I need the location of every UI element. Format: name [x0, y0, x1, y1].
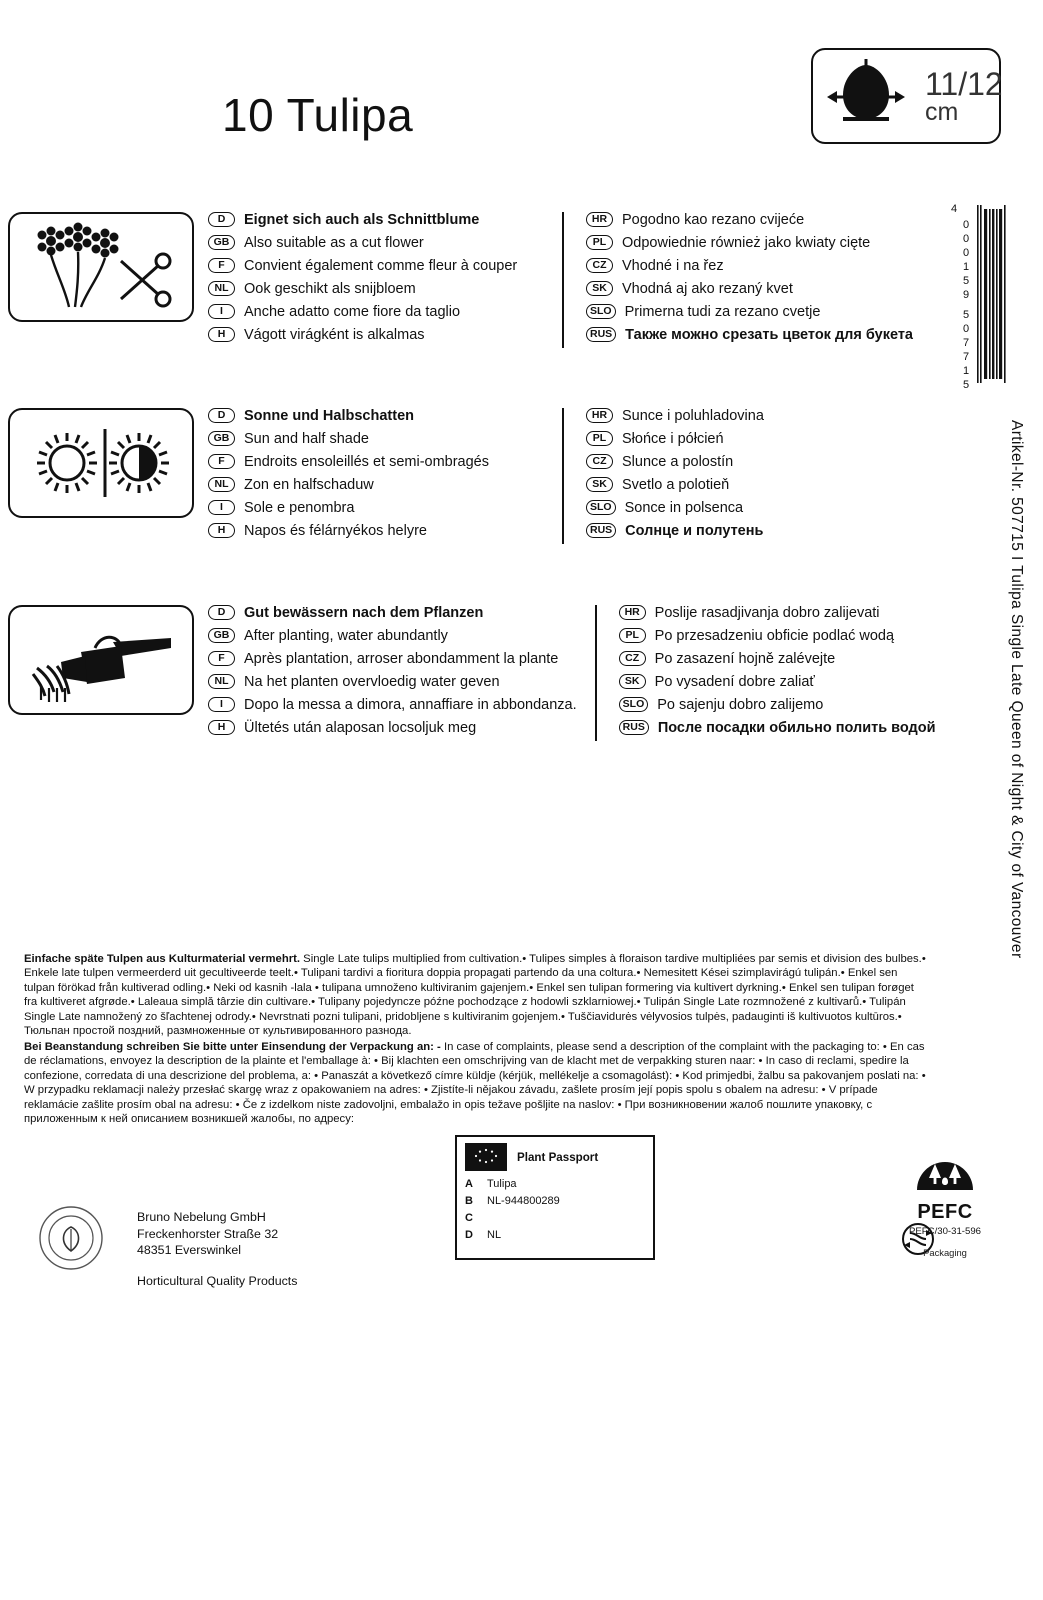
- lang-text: Po sajenju dobro zalijemo: [657, 697, 824, 713]
- pefc-trees-icon: [911, 1183, 979, 1200]
- lang-tag: PL: [586, 235, 613, 250]
- plant-passport-row: [465, 1178, 645, 1195]
- plant-passport-row: [465, 1212, 645, 1229]
- fineprint-cultivation: [24, 952, 929, 1039]
- lang-tag: HR: [586, 212, 613, 227]
- plant-passport-title: Plant Passport: [517, 1150, 599, 1164]
- lang-text: Odpowiednie również jako kwiaty cięte: [622, 235, 871, 251]
- lang-row: [208, 408, 544, 429]
- fineprint-complaints-lead: Bei Beanstandung schreiben Sie bitte unter Einsendung der Verpackung an: -: [24, 1041, 441, 1053]
- lang-tag: RUS: [586, 523, 616, 538]
- barcode-digit: 9: [963, 289, 970, 301]
- lang-tag: D: [208, 408, 235, 423]
- cut-flower-icon: [8, 212, 194, 322]
- lang-tag: SLO: [619, 697, 649, 712]
- eu-flag-icon: [465, 1143, 507, 1171]
- lang-row: [619, 651, 936, 672]
- lang-tag: SK: [619, 674, 646, 689]
- barcode-digit: 1: [963, 261, 970, 273]
- plant-passport-key: A: [465, 1178, 473, 1190]
- pefc-code: PEFC/30-31-596: [909, 1226, 981, 1237]
- lang-text: Après plantation, arroser abondamment la plante: [244, 651, 559, 667]
- lang-row: [208, 454, 544, 475]
- barcode-digit: 5: [963, 309, 970, 321]
- lang-row: [208, 720, 577, 741]
- lang-text: Po vysadení dobre zaliať: [654, 674, 815, 690]
- lang-tag: D: [208, 605, 235, 620]
- article-side-text: Artikel-Nr. 507715 I Tulipa Single Late Queen of Night & City of Vancouver: [1008, 420, 1025, 959]
- lang-text: Endroits ensoleillés et semi-ombragés: [244, 454, 489, 470]
- lang-row: [208, 304, 544, 325]
- lang-text: Vágott virágként is alkalmas: [244, 327, 425, 343]
- barcode-digit: 4: [951, 203, 958, 215]
- lang-text: Eignet sich auch als Schnittblume: [244, 212, 480, 228]
- lang-text: Svetlo a polotieň: [622, 477, 730, 493]
- lang-row: [208, 605, 577, 626]
- lang-text: Также можно срезать цветок для букета: [625, 327, 913, 343]
- lang-row: [619, 720, 936, 741]
- lang-text: После посадки обильно полить водой: [657, 720, 936, 736]
- lang-tag: D: [208, 212, 235, 227]
- lang-text: Sole e penombra: [244, 500, 355, 516]
- lang-text: Gut bewässern nach dem Pflanzen: [244, 605, 484, 621]
- bulb-size-badge: [811, 48, 1001, 144]
- lang-row: [208, 500, 544, 521]
- lang-list-left: [208, 212, 544, 348]
- lang-tag: HR: [619, 605, 646, 620]
- lang-text: Sunce i poluhladovina: [622, 408, 764, 424]
- barcode-digit: 5: [963, 275, 970, 287]
- lang-text: Primerna tudi za rezano cvetje: [624, 304, 821, 320]
- barcode-digit: 1: [963, 365, 970, 377]
- lang-text: Vhodná aj ako rezaný kvet: [622, 281, 793, 297]
- lang-tag: F: [208, 454, 235, 469]
- plant-passport-row: [465, 1195, 645, 1212]
- lang-row: [586, 281, 913, 302]
- lang-tag: CZ: [619, 651, 646, 666]
- lang-row: [208, 212, 544, 233]
- lang-row: [208, 235, 544, 256]
- lang-row: [586, 500, 764, 521]
- lang-row: [586, 477, 764, 498]
- lang-text: Pogodno kao rezano cvijeće: [622, 212, 805, 228]
- lang-text: Ook geschikt als snijbloem: [244, 281, 416, 297]
- plant-passport-key: D: [465, 1229, 473, 1241]
- company-city: 48351 Everswinkel: [137, 1243, 242, 1257]
- lang-text: Poslije rasadjivanja dobro zalijevati: [654, 605, 880, 621]
- lang-list-right: [562, 408, 764, 544]
- lang-text: Napos és félárnyékos helyre: [244, 523, 427, 539]
- lang-tag: NL: [208, 281, 235, 296]
- barcode: [951, 203, 1007, 391]
- lang-row: [586, 431, 764, 452]
- lang-text: Zon en halfschaduw: [244, 477, 374, 493]
- lang-tag: GB: [208, 628, 235, 643]
- barcode-digit: 0: [963, 247, 970, 259]
- pefc-block: [893, 1152, 997, 1258]
- lang-tag: GB: [208, 235, 235, 250]
- lang-text: Солнце и полутень: [625, 523, 764, 539]
- lang-list-left: [208, 408, 544, 544]
- lang-text: Słońce i półcień: [622, 431, 724, 447]
- lang-tag: F: [208, 258, 235, 273]
- lang-row: [208, 651, 577, 672]
- lang-tag: CZ: [586, 258, 613, 273]
- lang-text: Anche adatto come fiore da taglio: [244, 304, 461, 320]
- lang-tag: RUS: [586, 327, 616, 342]
- lang-text: Po zasazení hojně zalévejte: [654, 651, 836, 667]
- lang-tag: H: [208, 523, 235, 538]
- barcode-digit: 0: [963, 233, 970, 245]
- lang-tag: NL: [208, 674, 235, 689]
- barcode-digit: 7: [963, 351, 970, 363]
- lang-row: [586, 235, 913, 256]
- plant-passport-value: NL-944800289: [487, 1195, 560, 1207]
- lang-text: Sun and half shade: [244, 431, 369, 447]
- sun-half-shade-icon: [8, 408, 194, 518]
- lang-list-left: [208, 605, 577, 741]
- plant-passport-key: C: [465, 1212, 473, 1224]
- lang-row: [586, 304, 913, 325]
- lang-row: [208, 697, 577, 718]
- lang-list-right: [562, 212, 913, 348]
- lang-text: After planting, water abundantly: [244, 628, 448, 644]
- plant-passport-value: NL: [487, 1229, 502, 1241]
- lang-text: Also suitable as a cut flower: [244, 235, 424, 251]
- lang-tag: SLO: [586, 500, 616, 515]
- bulb-width-icon: [823, 57, 909, 135]
- barcode-digit: 7: [963, 337, 970, 349]
- lang-tag: H: [208, 720, 235, 735]
- lang-row: [208, 281, 544, 302]
- lang-tag: PL: [586, 431, 613, 446]
- lang-tag: I: [208, 500, 235, 515]
- lang-text: Sonce in polsenca: [624, 500, 744, 516]
- lang-tag: PL: [619, 628, 646, 643]
- lang-text: Po przesadzeniu obficie podlać wodą: [654, 628, 895, 644]
- pefc-name: PEFC: [917, 1201, 973, 1223]
- lang-row: [586, 327, 913, 348]
- lang-tag: H: [208, 327, 235, 342]
- lang-row: [208, 674, 577, 695]
- sustainable-supplier-seal: [38, 1205, 104, 1271]
- fineprint-cultivation-lead: Einfache späte Tulpen aus Kulturmaterial vermehrt.: [24, 953, 301, 965]
- lang-tag: CZ: [586, 454, 613, 469]
- lang-tag: SK: [586, 281, 613, 296]
- plant-passport-row: [465, 1229, 645, 1246]
- lang-text: Dopo la messa a dimora, annaffiare in abbondanza.: [244, 697, 577, 713]
- lang-tag: I: [208, 304, 235, 319]
- page-title: 10 Tulipa: [222, 89, 414, 141]
- company-tagline: Horticultural Quality Products: [137, 1273, 298, 1288]
- fineprint-complaints: [24, 1040, 929, 1127]
- lang-tag: I: [208, 697, 235, 712]
- lang-row: [208, 477, 544, 498]
- plant-passport-value: Tulipa: [487, 1178, 517, 1190]
- lang-row: [586, 212, 913, 233]
- lang-row: [208, 523, 544, 544]
- lang-row: [619, 697, 936, 718]
- fineprint-complaints-body: In case of complaints, please send a description of the complaint with the packaging to: • En cas de réclamations, envoyez la description de la plainte et l'emballage à: • Bij klachten een omschrijving van de klacht met de verpakking sturen naar: • In caso di reclami, spedire la confezione, corredata di una descrizione del problema, a: • Panaszát a következő címre küldje (kérjük, mellékelje a csomagolást): • Kod primjedbi, žalbu sa pakovanjem poslati na: • W przypadku reklamacji należy przesłać skargę wraz z opakowaniem na adres: • Zjistíte-li nějakou závadu, zašlete prosím její popis spolu s obalem na adresu: • V prípade reklamácie zašlite prosím obal na adresu: • Če z izdelkom niste zadovoljni, embalažo in opis težave pošljite na naslov: • При возникновении жалоб пошлите упаковку, с приложенным к ней описанием возникшей жалобы, по адресу:: [24, 1041, 926, 1126]
- lang-text: Na het planten overvloedig water geven: [244, 674, 500, 690]
- lang-row: [619, 674, 936, 695]
- lang-tag: SK: [586, 477, 613, 492]
- plant-passport: [455, 1135, 655, 1260]
- lang-tag: HR: [586, 408, 613, 423]
- lang-tag: NL: [208, 477, 235, 492]
- barcode-digit: 0: [963, 323, 970, 335]
- barcode-digit: 0: [963, 219, 970, 231]
- lang-row: [586, 408, 764, 429]
- company-street: Freckenhorster Straße 32: [137, 1226, 279, 1241]
- lang-text: Slunce a polostín: [622, 454, 734, 470]
- company-address: [137, 1209, 297, 1289]
- bulb-size-number: 11/12: [925, 65, 1003, 102]
- lang-row: [208, 431, 544, 452]
- plant-passport-key: B: [465, 1195, 473, 1207]
- lang-text: Ültetés után alaposan locsoljuk meg: [244, 720, 477, 736]
- company-name: Bruno Nebelung GmbH: [137, 1210, 266, 1224]
- lang-text: Sonne und Halbschatten: [244, 408, 414, 424]
- pefc-packaging-label: Packaging: [923, 1247, 967, 1258]
- bulb-size-unit: cm: [925, 97, 959, 126]
- lang-row: [619, 628, 936, 649]
- lang-row: [619, 605, 936, 626]
- lang-row: [586, 258, 913, 279]
- lang-tag: F: [208, 651, 235, 666]
- lang-tag: RUS: [619, 720, 649, 735]
- lang-row: [586, 523, 764, 544]
- barcode-digit: 5: [963, 379, 970, 391]
- lang-text: Vhodné i na řez: [622, 258, 724, 274]
- lang-text: Convient également comme fleur à couper: [244, 258, 518, 274]
- fineprint-cultivation-body: Single Late tulips multiplied from cultivation.• Tulipes simples à floraison tardive multipliées par semis et division des bulbes.• Enkele late tulpen vermeerderd uit gecultiveerde teelt.• Tulipani tardivi a fioritura doppia propagati partendo da una coltura.• Nemesitett Kései szimplavirágú tulipán.• Enkel sen tulpan förökad från kultiverad odling.• Neki od kasnih -lala • tulipana umnoženo kultiviranim gajenjem.• Enkel sen tulipan formering via kultivert dyrkning.• Enkel sen tulipan forøget fra kultiveret afgrøde.• Laleaua simplă târzie din cultivare.• Tulipany pojedyncze późne pochodzące z hodowli szklarniowej.• Tulipán Single Late rozmnožené z kultivarů.• Tulipán Single Late namnožený zo šľachtenej odrody.• Nevrstnati pozni tulipani, pridobljene s kultiviranim gojenjem.• Tuščiavidurės vėlyvosios tulpės, padauginti iš kultivuotos kultūros.• Тюльпан простой поздний, размноженные от культивированного разнода.: [24, 953, 926, 1038]
- lang-tag: SLO: [586, 304, 616, 319]
- watering-can-icon: [8, 605, 194, 715]
- lang-row: [586, 454, 764, 475]
- lang-row: [208, 258, 544, 279]
- lang-row: [208, 628, 577, 649]
- lang-tag: GB: [208, 431, 235, 446]
- lang-list-right: [595, 605, 936, 741]
- lang-row: [208, 327, 544, 348]
